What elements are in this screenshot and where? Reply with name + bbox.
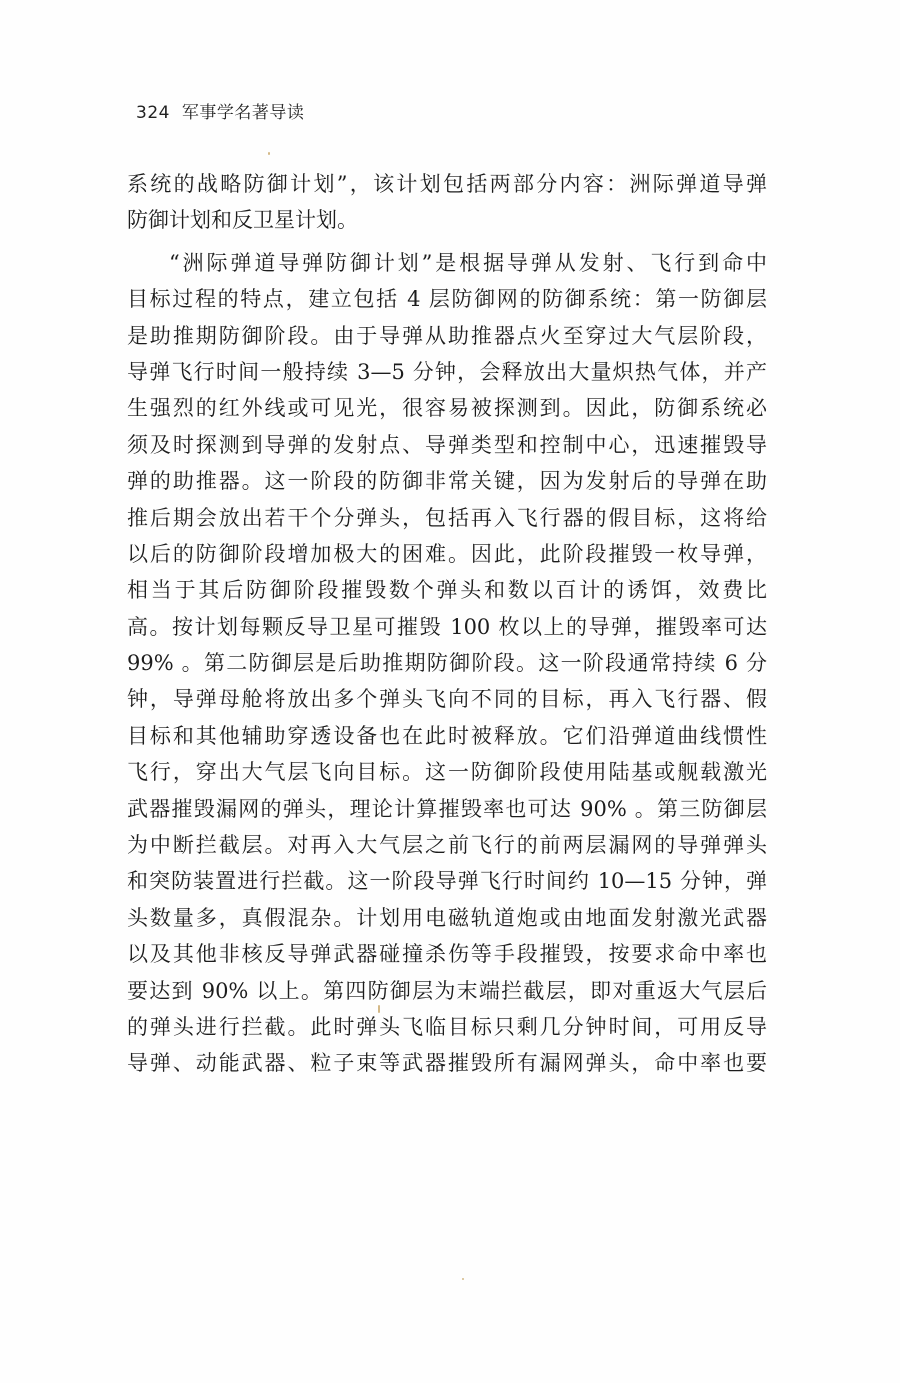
scan-speck bbox=[268, 152, 270, 155]
text-line: 武器摧毁漏网的弹头，理论计算摧毁率也可达 90% 。第三防御层 bbox=[127, 796, 767, 821]
text-line: 推后期会放出若干个分弹头，包括再入飞行器的假目标，这将给 bbox=[127, 505, 767, 530]
text-line: 的弹头进行拦截。此时弹头飞临目标只剩几分钟时间，可用反导 bbox=[127, 1014, 767, 1039]
scan-speck bbox=[378, 1005, 380, 1013]
text-line: 高。按计划每颗反导卫星可摧毁 100 枚以上的导弹，摧毁率可达 bbox=[127, 614, 767, 639]
text-line: 生强烈的红外线或可见光，很容易被探测到。因此，防御系统必 bbox=[127, 396, 767, 421]
text-line: “洲际弹道导弹防御计划”是根据导弹从发射、飞行到命中 bbox=[169, 250, 767, 275]
text-line: 目标过程的特点，建立包括 4 层防御网的防御系统：第一防御层 bbox=[127, 287, 767, 312]
text-line: 防御计划和反卫星计划。 bbox=[127, 208, 358, 233]
text-line: 以及其他非核反导弹武器碰撞杀伤等手段摧毁，按要求命中率也 bbox=[127, 942, 767, 967]
book-title: 军事学名著导读 bbox=[181, 103, 305, 123]
page-number: 324 bbox=[136, 103, 170, 123]
running-header bbox=[136, 98, 304, 123]
text-line: 目标和其他辅助穿透设备也在此时被释放。它们沿弹道曲线惯性 bbox=[127, 723, 767, 748]
text-line: 99% 。第二防御层是后助推期防御阶段。这一阶段通常持续 6 分 bbox=[127, 651, 767, 676]
body-text bbox=[127, 166, 767, 1082]
text-line: 为中断拦截层。对再入大气层之前飞行的前两层漏网的导弹弹头 bbox=[127, 833, 767, 858]
text-line: 头数量多，真假混杂。计划用电磁轨道炮或由地面发射激光武器 bbox=[127, 905, 767, 930]
text-line: 是助推期防御阶段。由于导弹从助推器点火至穿过大气层阶段， bbox=[127, 323, 767, 348]
text-line: 导弹、动能武器、粒子束等武器摧毁所有漏网弹头，命中率也要 bbox=[127, 1051, 767, 1076]
text-line: 和突防装置进行拦截。这一阶段导弹飞行时间约 10—15 分钟，弹 bbox=[127, 869, 767, 894]
text-line: 要达到 90% 以上。第四防御层为末端拦截层，即对重返大气层后 bbox=[127, 978, 767, 1003]
text-line: 导弹飞行时间一般持续 3—5 分钟，会释放出大量炽热气体，并产 bbox=[127, 359, 767, 384]
text-line: 须及时探测到导弹的发射点、导弹类型和控制中心，迅速摧毁导 bbox=[127, 432, 767, 457]
scan-speck bbox=[462, 1278, 464, 1280]
text-line: 以后的防御阶段增加极大的困难。因此，此阶段摧毁一枚导弹， bbox=[127, 541, 767, 566]
text-line: 相当于其后防御阶段摧毁数个弹头和数以百计的诱饵，效费比 bbox=[127, 578, 767, 603]
text-line: 飞行，穿出大气层飞向目标。这一防御阶段使用陆基或舰载激光 bbox=[127, 760, 767, 785]
text-line: 弹的助推器。这一阶段的防御非常关键，因为发射后的导弹在助 bbox=[127, 469, 767, 494]
text-line: 钟，导弹母舱将放出多个弹头飞向不同的目标，再入飞行器、假 bbox=[127, 687, 767, 712]
text-line: 系统的战略防御计划”，该计划包括两部分内容：洲际弹道导弹 bbox=[127, 172, 767, 196]
